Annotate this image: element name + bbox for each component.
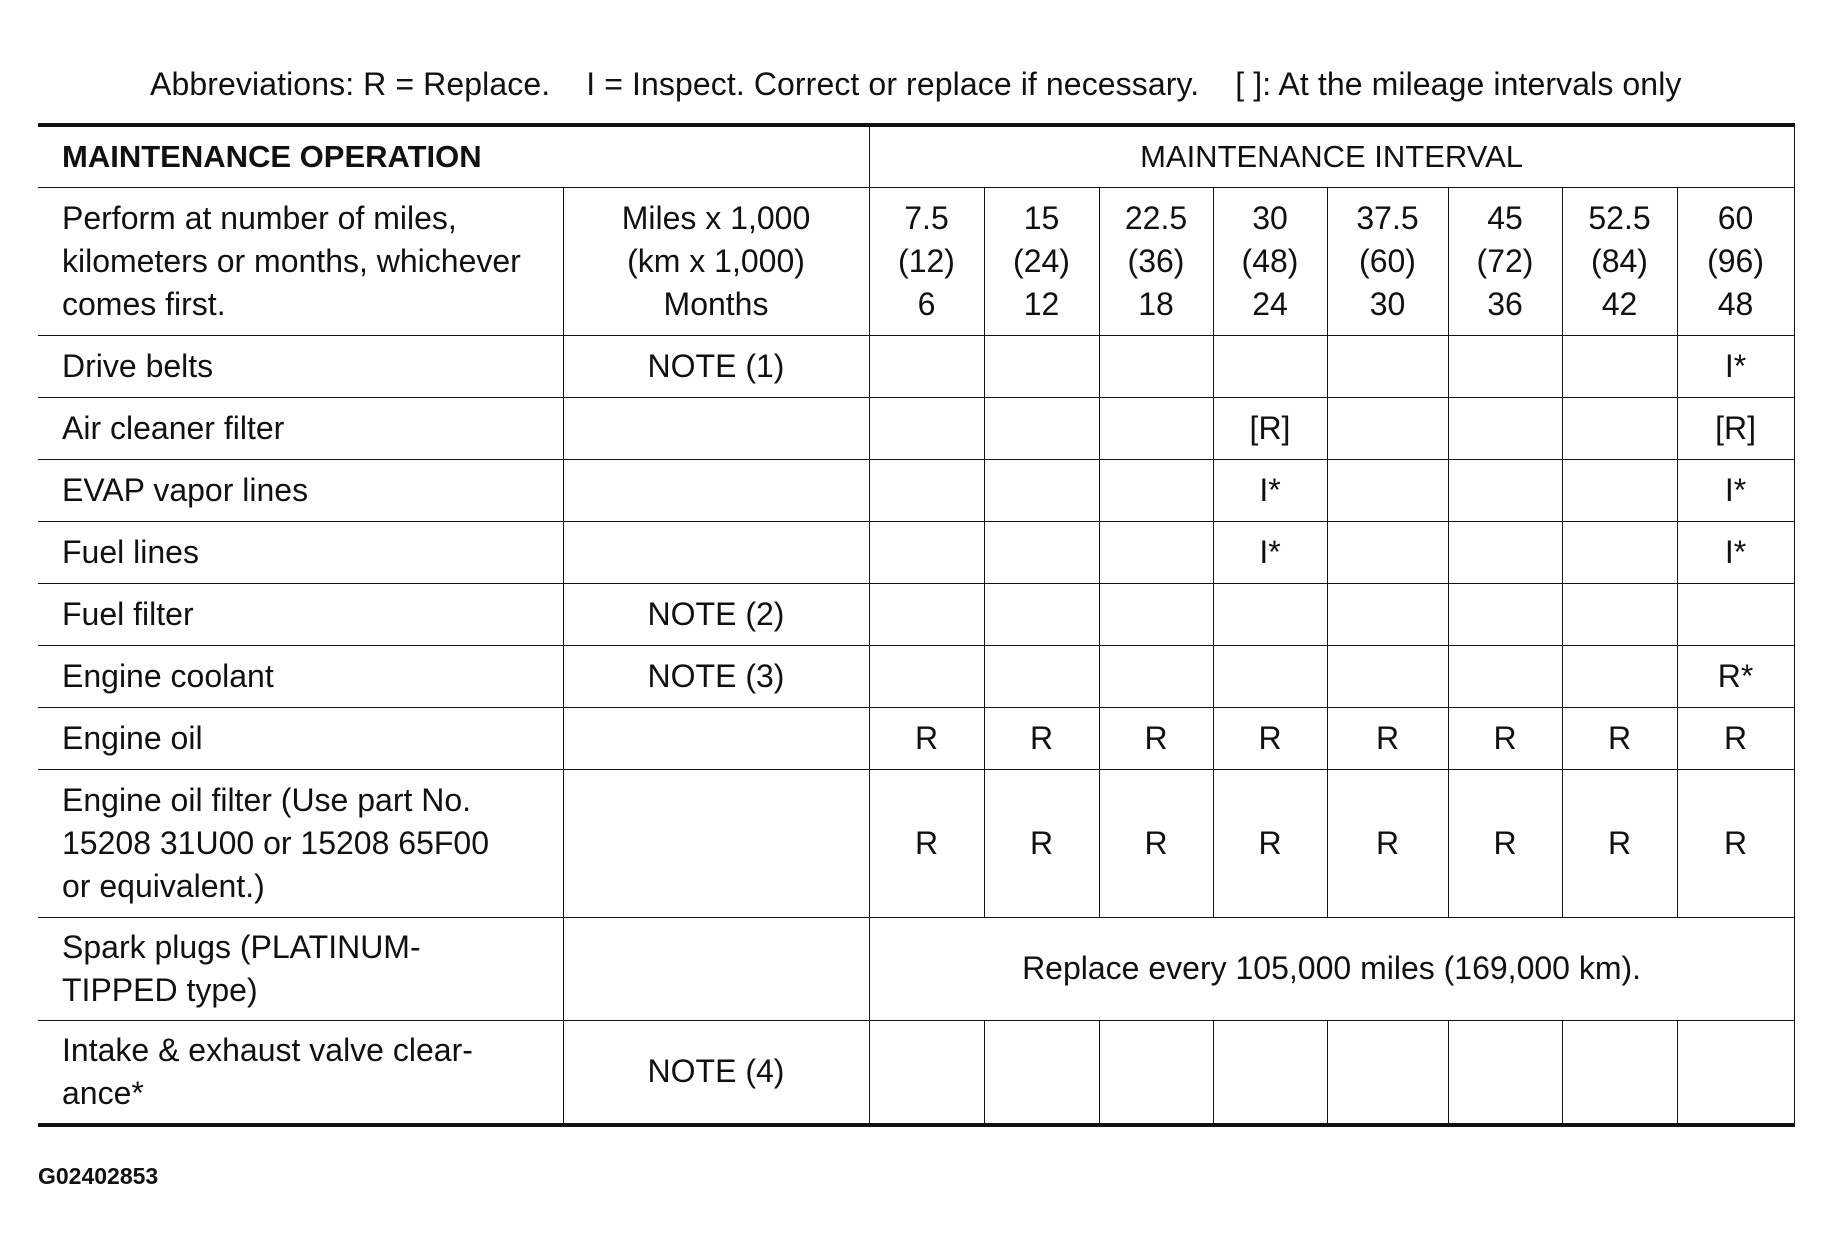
interval-months: 12 <box>1023 285 1060 322</box>
interval-miles: 7.5 <box>904 199 949 236</box>
interval-cell <box>1099 645 1213 707</box>
operation-name-line: Fuel lines <box>62 533 199 570</box>
operation-name-line: Engine oil filter (Use part No. <box>62 781 472 818</box>
interval-cell: R* <box>1677 645 1794 707</box>
interval-cell <box>869 583 984 645</box>
interval-column-header <box>869 187 984 335</box>
operation-name-line: EVAP vapor lines <box>62 471 309 508</box>
interval-cell <box>1327 397 1448 459</box>
operation-name-line: Intake & exhaust valve clear- <box>62 1031 473 1068</box>
interval-cell <box>869 521 984 583</box>
interval-cell: R <box>1213 769 1327 917</box>
interval-units <box>563 187 869 335</box>
interval-cell <box>1213 1020 1327 1125</box>
interval-cell <box>984 645 1099 707</box>
operation-name <box>38 769 563 917</box>
interval-cell: R <box>1448 769 1562 917</box>
interval-km: (60) <box>1359 242 1416 279</box>
interval-cell <box>1562 583 1677 645</box>
interval-months: 18 <box>1138 285 1174 322</box>
maintenance-operation-header: MAINTENANCE OPERATION <box>38 125 869 187</box>
interval-column-header <box>1677 187 1794 335</box>
interval-cell <box>1327 1020 1448 1125</box>
operation-row <box>38 459 1794 521</box>
interval-cell <box>1562 335 1677 397</box>
interval-miles: 52.5 <box>1588 199 1651 236</box>
interval-cell <box>1562 459 1677 521</box>
interval-units-line: (km x 1,000) <box>627 242 805 279</box>
interval-cell <box>1099 521 1213 583</box>
operation-name <box>38 645 563 707</box>
interval-miles: 37.5 <box>1356 199 1419 236</box>
operation-name-line: TIPPED type) <box>62 971 258 1008</box>
interval-cell: [R] <box>1677 397 1794 459</box>
figure-id: G02402853 <box>38 1163 159 1189</box>
operation-name-line: Drive belts <box>62 347 214 384</box>
interval-cell <box>1448 521 1562 583</box>
operation-note: NOTE (2) <box>563 583 869 645</box>
interval-miles: 22.5 <box>1124 199 1188 236</box>
interval-column-header <box>1448 187 1562 335</box>
operation-row <box>38 397 1794 459</box>
interval-cell <box>1677 583 1794 645</box>
interval-definition-row <box>38 187 1794 335</box>
operation-name <box>38 1020 563 1125</box>
interval-cell <box>1099 397 1213 459</box>
interval-cell: R <box>1327 707 1448 769</box>
interval-cell <box>1099 335 1213 397</box>
operation-note <box>563 917 869 1020</box>
operation-name-line: or equivalent.) <box>62 867 265 904</box>
operation-name-line: 15208 31U00 or 15208 65F00 <box>62 824 490 861</box>
operation-name <box>38 917 563 1020</box>
interval-cell <box>984 521 1099 583</box>
operation-note: NOTE (1) <box>563 335 869 397</box>
interval-km: (12) <box>898 242 955 279</box>
interval-cell <box>984 583 1099 645</box>
operation-name <box>38 397 563 459</box>
interval-cell: R <box>869 707 984 769</box>
interval-cell <box>1327 521 1448 583</box>
interval-months: 24 <box>1252 285 1288 322</box>
header-row <box>38 125 1794 187</box>
interval-cell <box>1562 1020 1677 1125</box>
interval-km: (96) <box>1707 242 1764 279</box>
interval-cell <box>1099 1020 1213 1125</box>
interval-months: 48 <box>1717 285 1754 322</box>
interval-cell: R <box>1562 707 1677 769</box>
interval-cell: [R] <box>1213 397 1327 459</box>
operation-note: NOTE (4) <box>563 1020 869 1125</box>
interval-cell: R <box>1677 707 1794 769</box>
interval-cell <box>1213 335 1327 397</box>
interval-cell: R <box>1327 769 1448 917</box>
interval-months: 42 <box>1601 285 1638 322</box>
operation-row <box>38 521 1794 583</box>
interval-cell: R <box>869 769 984 917</box>
interval-units-line: Miles x 1,000 <box>621 199 811 236</box>
interval-cell: I* <box>1677 459 1794 521</box>
interval-cell <box>984 335 1099 397</box>
interval-cell <box>1213 645 1327 707</box>
operation-note <box>563 521 869 583</box>
interval-cell <box>869 335 984 397</box>
interval-km: (48) <box>1241 242 1299 279</box>
operation-name-line: Engine oil <box>62 719 203 756</box>
interval-cell <box>869 645 984 707</box>
interval-cell <box>1099 583 1213 645</box>
interval-cell: R <box>1213 707 1327 769</box>
interval-column-header <box>984 187 1099 335</box>
perform-label-line: Perform at number of miles, <box>62 199 457 236</box>
interval-cell <box>869 459 984 521</box>
interval-cell: I* <box>1213 521 1327 583</box>
operation-name-line: Engine coolant <box>62 657 274 694</box>
interval-cell <box>1448 459 1562 521</box>
maintenance-schedule-table <box>38 123 1795 1127</box>
interval-miles: 15 <box>1023 199 1060 236</box>
interval-cell <box>1562 521 1677 583</box>
interval-miles: 45 <box>1487 199 1523 236</box>
operation-note <box>563 769 869 917</box>
operation-name <box>38 459 563 521</box>
interval-column-header <box>1213 187 1327 335</box>
interval-cell <box>1448 335 1562 397</box>
interval-cell: R <box>1677 769 1794 917</box>
interval-column-header <box>1562 187 1677 335</box>
interval-cell <box>1099 459 1213 521</box>
operation-row <box>38 769 1794 917</box>
interval-cell <box>1448 583 1562 645</box>
interval-km: (72) <box>1476 242 1534 279</box>
interval-cell: R <box>1099 707 1213 769</box>
interval-months: 6 <box>917 285 936 322</box>
interval-cell: R <box>984 769 1099 917</box>
operation-name-line: Spark plugs (PLATINUM- <box>62 928 421 965</box>
interval-cell <box>984 1020 1099 1125</box>
interval-cell <box>1327 645 1448 707</box>
interval-months: 30 <box>1369 285 1406 322</box>
interval-miles: 60 <box>1717 199 1754 236</box>
interval-cell: R <box>1099 769 1213 917</box>
interval-cell: R <box>984 707 1099 769</box>
interval-miles: 30 <box>1252 199 1288 236</box>
operation-name <box>38 583 563 645</box>
perform-label <box>38 187 563 335</box>
interval-cell <box>1448 1020 1562 1125</box>
perform-label-line: kilometers or months, whichever <box>62 242 521 279</box>
interval-cell <box>1562 397 1677 459</box>
interval-cell: R <box>1448 707 1562 769</box>
interval-column-header <box>1099 187 1213 335</box>
operation-name-line: ance* <box>62 1074 144 1111</box>
interval-cell <box>869 1020 984 1125</box>
operation-row <box>38 645 1794 707</box>
interval-units-line: Months <box>663 285 769 322</box>
interval-cell: I* <box>1677 335 1794 397</box>
interval-cell: I* <box>1677 521 1794 583</box>
interval-span-text: Replace every 105,000 miles (169,000 km). <box>869 917 1794 1020</box>
operation-row <box>38 335 1794 397</box>
interval-cell <box>869 397 984 459</box>
interval-km: (84) <box>1591 242 1648 279</box>
operation-name <box>38 521 563 583</box>
operation-name-line: Fuel filter <box>62 595 194 632</box>
interval-cell <box>1213 583 1327 645</box>
interval-cell <box>1562 645 1677 707</box>
operation-row <box>38 917 1794 1020</box>
operation-row <box>38 1020 1794 1125</box>
interval-cell <box>984 459 1099 521</box>
operation-note <box>563 397 869 459</box>
interval-cell <box>1327 335 1448 397</box>
operation-name-line: Air cleaner filter <box>62 409 285 446</box>
interval-months: 36 <box>1487 285 1523 322</box>
interval-cell <box>984 397 1099 459</box>
interval-column-header <box>1327 187 1448 335</box>
operation-row <box>38 583 1794 645</box>
interval-cell <box>1448 645 1562 707</box>
interval-cell <box>1677 1020 1794 1125</box>
interval-cell: I* <box>1213 459 1327 521</box>
operation-note <box>563 707 869 769</box>
interval-cell <box>1448 397 1562 459</box>
interval-cell <box>1327 583 1448 645</box>
perform-label-line: comes first. <box>62 285 226 322</box>
maintenance-interval-header: MAINTENANCE INTERVAL <box>869 125 1794 187</box>
operation-name <box>38 335 563 397</box>
interval-cell: R <box>1562 769 1677 917</box>
operation-note <box>563 459 869 521</box>
interval-km: (24) <box>1013 242 1070 279</box>
operation-note: NOTE (3) <box>563 645 869 707</box>
operation-row <box>38 707 1794 769</box>
interval-km: (36) <box>1127 242 1185 279</box>
operation-name <box>38 707 563 769</box>
interval-cell <box>1327 459 1448 521</box>
abbreviations-legend: Abbreviations: R = Replace. I = Inspect. Correct or replace if necessary. [ ]: At the mileage intervals only <box>150 66 1682 102</box>
